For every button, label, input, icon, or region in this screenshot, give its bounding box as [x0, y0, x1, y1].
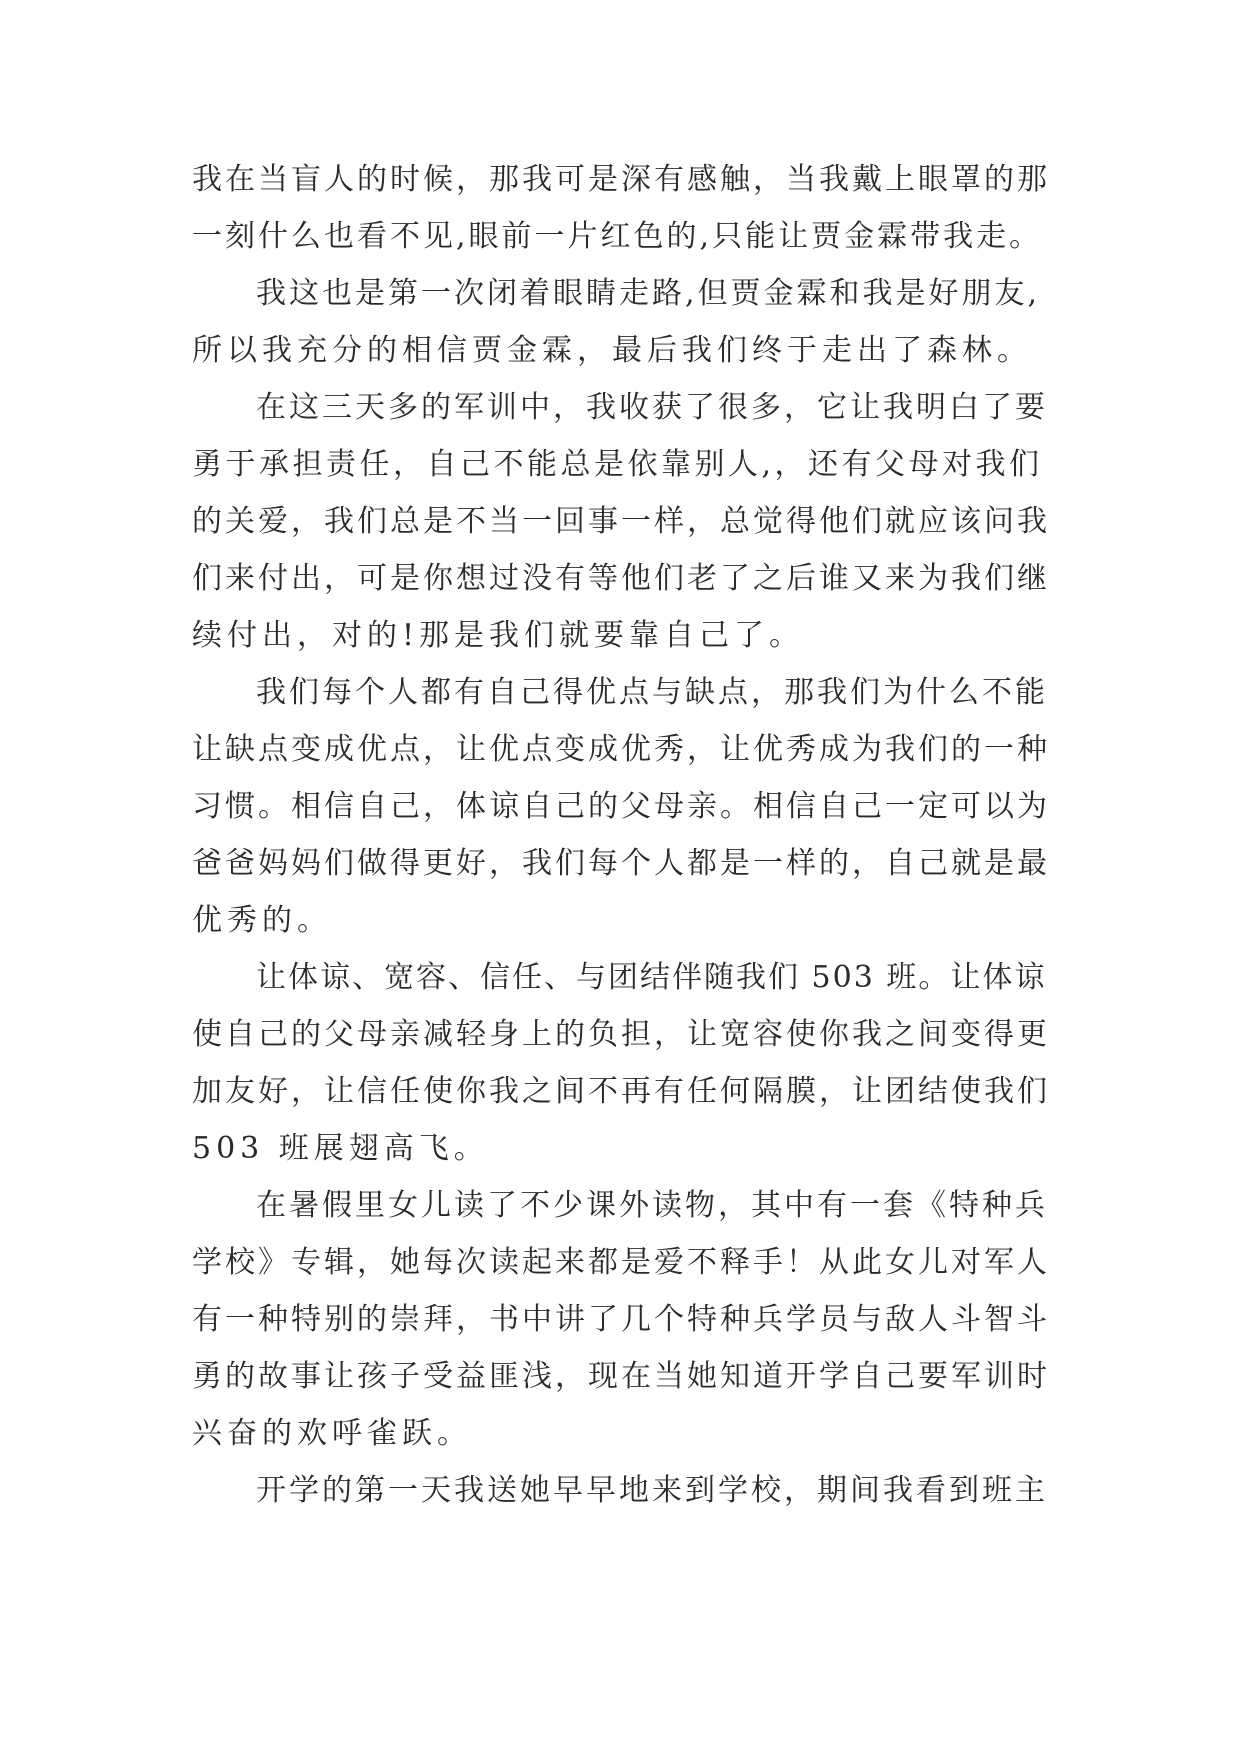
- text-line: 让缺点变成优点，让优点变成优秀，让优秀成为我们的一种: [192, 732, 1050, 767]
- paragraph-start-line: 在这三天多的军训中，我收获了很多，它让我明白了要: [256, 390, 1048, 425]
- paragraph-start-line: 我们每个人都有自己得优点与缺点，那我们为什么不能: [256, 675, 1048, 710]
- text-line: 503 班展翅高飞。: [192, 1131, 489, 1166]
- text-line: 我在当盲人的时候，那我可是深有感触，当我戴上眼罩的那: [192, 162, 1050, 197]
- text-line: 勇的故事让孩子受益匪浅，现在当她知道开学自己要军训时: [192, 1359, 1050, 1394]
- text-line: 学校》专辑，她每次读起来都是爱不释手！从此女儿对军人: [192, 1245, 1050, 1280]
- text-line: 使自己的父母亲减轻身上的负担，让宽容使你我之间变得更: [192, 1017, 1050, 1052]
- text-line: 爸爸妈妈们做得更好，我们每个人都是一样的，自己就是最: [192, 846, 1050, 881]
- text-line: 优秀的。: [192, 903, 332, 938]
- paragraph-start-line: 我这也是第一次闭着眼睛走路,但贾金霖和我是好朋友,: [256, 276, 1041, 311]
- text-line: 习惯。相信自己，体谅自己的父母亲。相信自己一定可以为: [192, 789, 1050, 824]
- text-line: 勇于承担责任，自己不能总是依靠别人,，还有父母对我们: [192, 447, 1043, 482]
- text-line: 续付出，对的!那是我们就要靠自己了。: [192, 618, 805, 653]
- text-line: 加友好，让信任使你我之间不再有任何隔膜，让团结使我们: [192, 1074, 1050, 1109]
- paragraph-start-line: 在暑假里女儿读了不少课外读物，其中有一套《特种兵: [256, 1188, 1048, 1223]
- text-line: 们来付出，可是你想过没有等他们老了之后谁又来为我们继: [192, 561, 1050, 596]
- text-line: 一刻什么也看不见,眼前一片红色的,只能让贾金霖带我走。: [192, 219, 1043, 254]
- paragraph-start-line: 让体谅、宽容、信任、与团结伴随我们 503 班。让体谅: [256, 960, 1047, 995]
- text-line: 有一种特别的崇拜，书中讲了几个特种兵学员与敌人斗智斗: [192, 1302, 1050, 1337]
- text-line: 兴奋的欢呼雀跃。: [192, 1416, 472, 1451]
- text-line: 所以我充分的相信贾金霖，最后我们终于走出了森林。: [192, 333, 1032, 368]
- text-line: 的关爱，我们总是不当一回事一样，总觉得他们就应该问我: [192, 504, 1050, 539]
- paragraph-start-line: 开学的第一天我送她早早地来到学校，期间我看到班主: [256, 1473, 1048, 1508]
